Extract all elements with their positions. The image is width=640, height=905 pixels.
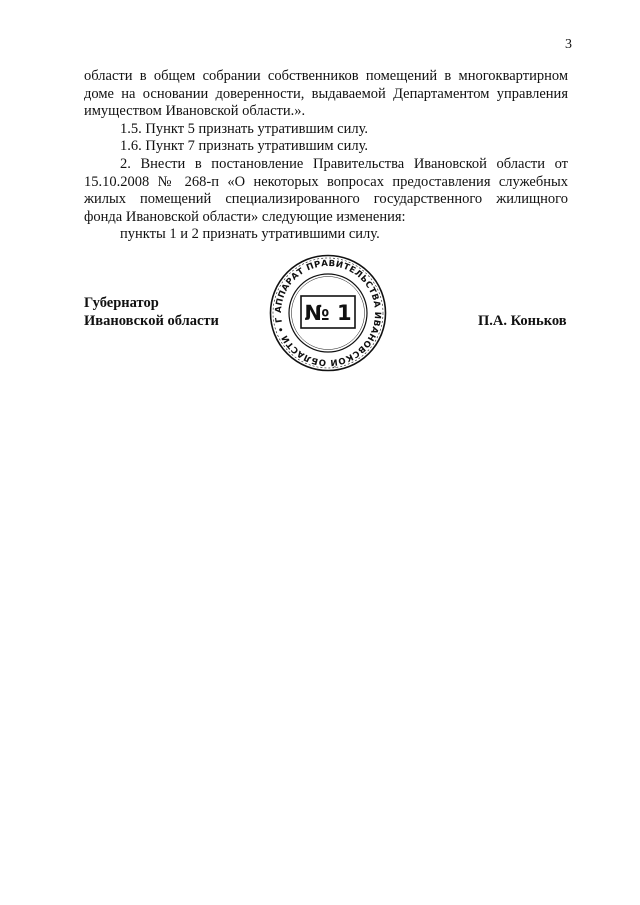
paragraph-items-repeal: пункты 1 и 2 признать утратившими силу. bbox=[120, 226, 380, 243]
paragraph-item-1-6: 1.6. Пункт 7 признать утратившим силу. bbox=[120, 138, 369, 155]
document-body bbox=[84, 68, 568, 244]
signatory-title-line1: Губернатор bbox=[84, 295, 159, 311]
stamp-seal bbox=[268, 253, 388, 373]
official-stamp bbox=[268, 253, 388, 373]
paragraph-item-2: 2. Внести в постановление Правительства Ивановской области от 15.10.2008 № 268-п «О некоторых вопросах предоставления служебных жилых помещений специализированного государственного жилищного фонда Ивановской области» следующие изменения: bbox=[84, 155, 568, 225]
stamp-ring-text: АППАРАТ ПРАВИТЕЛЬСТВА ИВАНОВСКОЙ ОБЛАСТИ • Г bbox=[273, 258, 383, 368]
signatory-name: П.А. Коньков bbox=[478, 313, 567, 329]
paragraph-item-1-5: 1.5. Пункт 5 признать утратившим силу. bbox=[120, 120, 369, 137]
paragraph-continuation: области в общем собрании собственников помещений в многоквартирном доме на основании доверенности, выдаваемой Департаментом управления имуществом Ивановской области.». bbox=[84, 68, 568, 120]
signatory-title-line2: Ивановской области bbox=[84, 312, 219, 329]
stamp-center-number: № 1 bbox=[304, 301, 352, 325]
signatory-title bbox=[84, 295, 219, 330]
page-number: 3 bbox=[565, 37, 572, 52]
